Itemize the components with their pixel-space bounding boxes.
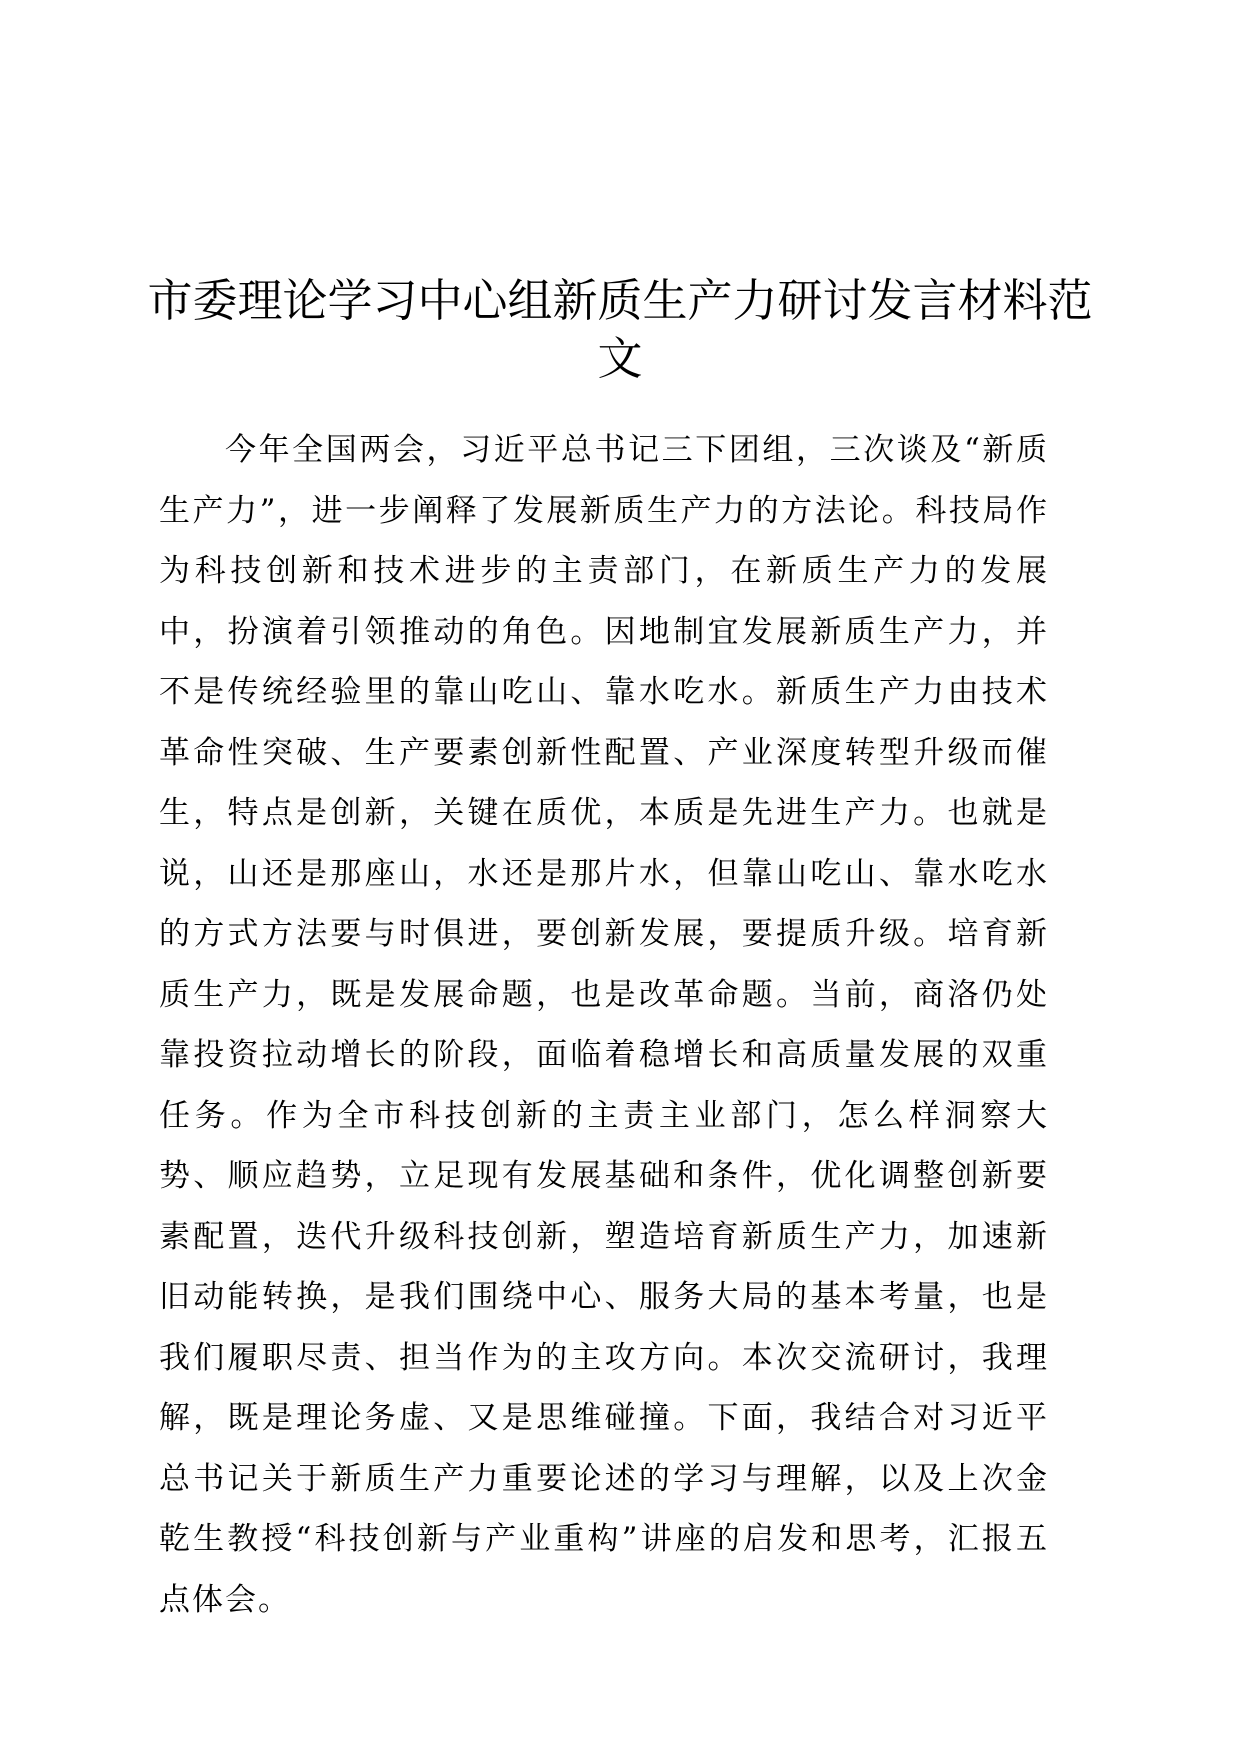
body-paragraph: 今年全国两会，习近平总书记三下团组，三次谈及“新质生产力”，进一步阐释了发展新质生产力的方法论。科技局作为科技创新和技术进步的主责部门，在新质生产力的发展中，扮演着引领推动的角色。因地制宜发展新质生产力，并不是传统经验里的靠山吃山、靠水吃水。新质生产力由技术革命性突破、生产要素创新性配置、产业深度转型升级而催生，特点是创新，关键在质优，本质是先进生产力。也就是说，山还是那座山，水还是那片水，但靠山吃山、靠水吃水的方式方法要与时俱进，要创新发展，要提质升级。培育新质生产力，既是发展命题，也是改革命题。当前，商洛仍处靠投资拉动增长的阶段，面临着稳增长和高质量发展的双重任务。作为全市科技创新的主责主业部门，怎么样洞察大势、顺应趋势，立足现有发展基础和条件，优化调整创新要素配置，迭代升级科技创新，塑造培育新质生产力，加速新旧动能转换，是我们围绕中心、服务大局的基本考量，也是我们履职尽责、担当作为的主攻方向。本次交流研讨，我理解，既是理论务虚、又是思维碰撞。下面，我结合对习近平总书记关于新质生产力重要论述的学习与理解，以及上次金乾生教授“科技创新与产业重构”讲座的启发和思考，汇报五点体会。 xyxy=(159,432,1049,1618)
document-title: 市委理论学习中心组新质生产力研讨发言材料范文 xyxy=(147,274,1093,385)
